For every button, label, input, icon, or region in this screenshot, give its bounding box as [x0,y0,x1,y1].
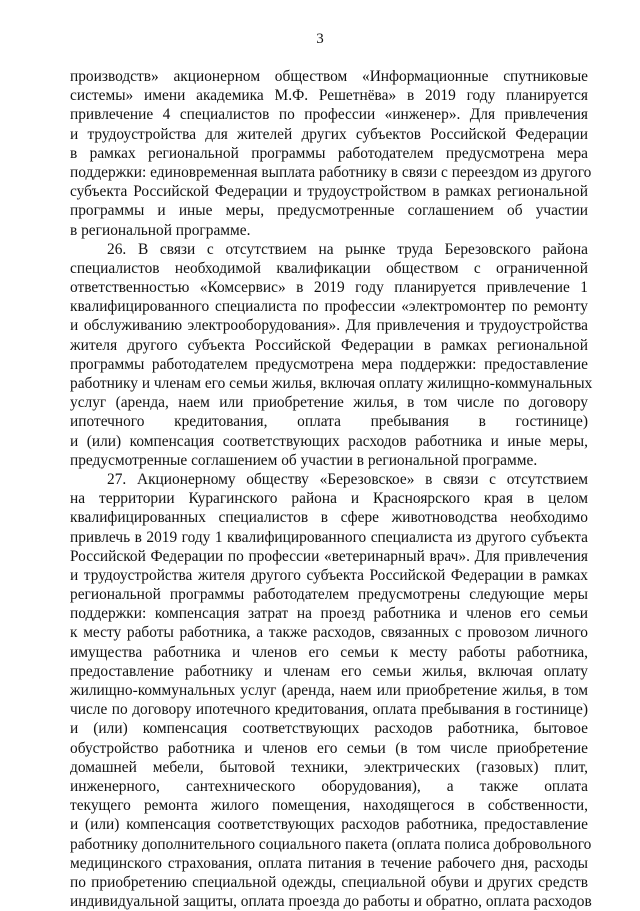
text-line: индивидуальной защиты, оплата проезда до работы и обратно, оплата расходов [70,893,592,911]
text-line: поддержки: единовременная выплата работнику в связи с переездом из другого [70,163,592,181]
text-line: 26. В связи с отсутствием на рынке труда Березовского района [107,240,588,258]
text-line: программы работодателем предусмотрена мера поддержки: предоставление [70,355,588,373]
text-line: и (или) компенсация соответствующих расходов работника, предоставление [70,816,588,834]
text-line: по приобретению специальной одежды, специальной обуви и других средств [70,873,588,891]
text-line: и (или) компенсация соответствующих расходов работника, бытовое [70,720,588,738]
text-line: производств» акционерном обществом «Информационные спутниковые [70,68,588,85]
text-line: на территории Курагинского района и Красноярского края в целом [70,490,588,508]
text-line: в рамках региональной программы работодателем предусмотрена мера [70,144,588,162]
text-line: домашней мебели, бытовой техники, электрических (газовых) плит, [70,758,588,776]
text-line: работнику и членам его семьи жилья, включая оплату жилищно-коммунальных [70,375,593,392]
text-line: инженерного, сантехнического оборудования), а также оплата [70,777,588,795]
text-line: жителя другого субъекта Российской Федерации в рамках региональной [70,336,588,354]
text-line: Российской Федерации по профессии «ветеринарный врач». Для привлечения [70,547,588,565]
text-line: жилищно-коммунальных услуг (аренда, наем или приобретение жилья, в том [70,682,588,699]
text-line: предоставление работнику и членам его семьи жилья, включая оплату [70,662,588,680]
text-line: квалифицированного специалиста по профессии «электромонтер по ремонту [70,298,588,316]
text-line: работнику дополнительного социального пакета (оплата полиса добровольного [70,835,592,853]
text-line: и (или) компенсация соответствующих расходов работника и иные меры, [70,432,588,450]
text-line: предусмотренные соглашением об участии в региональной программе. [70,451,538,469]
text-line: к месту работы работника, а также расходов, связанных с провозом личного [70,624,588,642]
text-line: имущества работника и членов его семьи к месту работы работника, [70,643,588,661]
text-line: системы» имени академика М.Ф. Решетнёва» в 2019 году планируется [70,87,588,105]
text-line: программы и иные меры, предусмотренные соглашением об участии [70,202,588,220]
text-line: числе по договору ипотечного кредитования, оплата пребывания в гостинице) [70,701,588,719]
text-line: медицинского страхования, оплата питания в течение рабочего дня, расходы [70,854,588,872]
text-line: специалистов необходимой квалификации обществом с ограниченной [70,259,588,277]
document-body [70,67,593,911]
text-line: и трудоустройства для жителей других субъектов Российской Федерации [70,125,588,143]
text-line: и трудоустройства жителя другого субъекта Российской Федерации в рамках [70,566,588,584]
text-line: ипотечного кредитования, оплата пребывания в гостинице) [70,413,588,431]
text-line: текущего ремонта жилого помещения, находящегося в собственности, [70,797,588,815]
text-line: в региональной программе. [70,221,251,239]
text-line: 27. Акционерному обществу «Березовское» в связи с отсутствием [107,470,588,488]
text-line: ответственностью «Комсервис» в 2019 году планируется привлечение 1 [70,279,588,297]
text-line: привлечь в 2019 году 1 квалифицированного специалиста из другого субъекта [70,528,588,546]
text-line: квалифицированных специалистов в сфере животноводства необходимо [70,509,588,527]
text-line: привлечение 4 специалистов по профессии «инженер». Для привлечения [70,106,588,124]
text-line: региональной программы работодателем предусмотрены следующие меры [70,586,588,604]
text-line: услуг (аренда, наем или приобретение жилья, в том числе по договору [70,394,588,412]
text-line: обустройство работника и членов его семьи (в том числе приобретение [70,739,588,757]
page-number: 3 [316,31,324,47]
text-line: поддержки: компенсация затрат на проезд работника и членов его семьи [70,605,588,623]
text-line: и обслуживанию электрооборудования». Для привлечения и трудоустройства [70,317,588,335]
text-line: субъекта Российской Федерации и трудоустройством в рамках региональной [70,183,588,201]
